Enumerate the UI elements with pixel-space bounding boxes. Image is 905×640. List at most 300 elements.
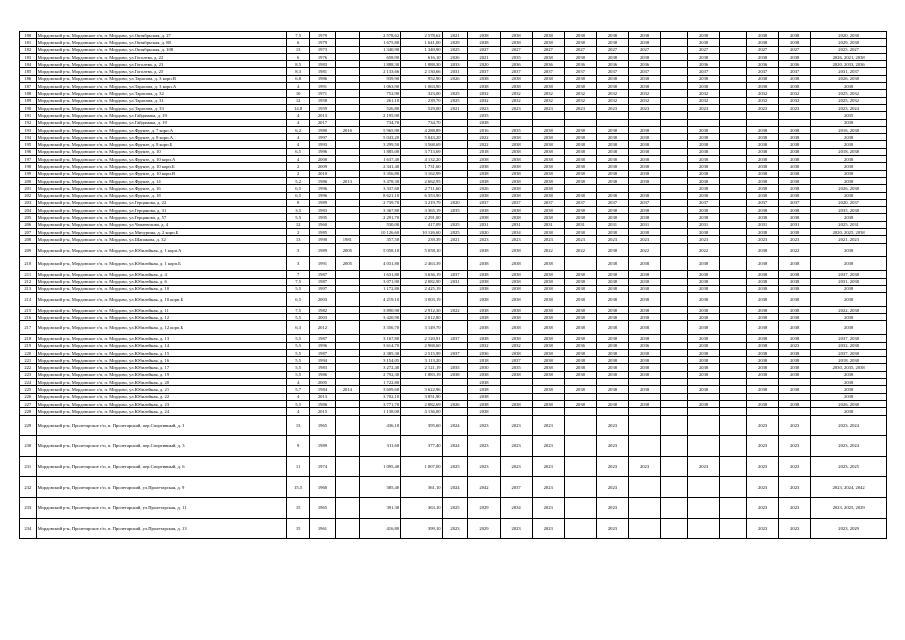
table-cell: 2022	[532, 243, 564, 257]
table-cell	[335, 229, 359, 236]
table-cell: 2023	[500, 518, 532, 539]
table-cell: 2026	[442, 400, 468, 407]
table-cell: 3 272,40	[359, 364, 400, 371]
table-cell: 2038	[500, 207, 532, 214]
table-cell: 2 425,19	[401, 285, 442, 292]
table-cell	[661, 386, 688, 393]
table-row	[20, 243, 887, 257]
table-cell: 2038	[688, 400, 720, 407]
table-cell: 1 340,90	[359, 46, 400, 53]
table-cell	[564, 518, 596, 539]
table-cell	[629, 393, 661, 400]
table-cell	[335, 456, 359, 477]
table-cell: Мордовский р-н, Мордовское г/п, п. Мордово, ул.Гоголева, д. 25	[36, 68, 287, 75]
table-cell	[629, 415, 661, 436]
table-cell	[629, 497, 661, 518]
table-cell	[564, 456, 596, 477]
table-cell	[596, 185, 628, 192]
table-cell: 2038	[811, 141, 887, 148]
table-cell: 3 299,50	[359, 141, 400, 148]
table-cell: 2023	[779, 436, 811, 457]
table-cell: 2038	[688, 177, 720, 184]
table-cell: 2038	[564, 364, 596, 371]
table-cell: 2038	[688, 229, 720, 236]
table-cell	[720, 229, 747, 236]
table-cell: 210	[20, 257, 37, 271]
table-cell: 2035	[811, 112, 887, 119]
table-cell: 225	[20, 386, 37, 393]
table-cell	[442, 126, 468, 133]
table-cell: 226	[20, 393, 37, 400]
table-cell: Мордовский р-н, Мордовское г/п, п. Мордово, ул.Юбилейная, д. 11	[36, 306, 287, 313]
table-cell: 2038	[564, 177, 596, 184]
table-cell: 2018	[468, 148, 500, 155]
table-cell: 2013	[310, 393, 336, 400]
table-cell: 311,60	[359, 436, 400, 457]
table-cell: 2013	[335, 177, 359, 184]
table-cell	[335, 148, 359, 155]
table-cell: 3 614,70	[359, 342, 400, 349]
table-cell: 2029	[442, 39, 468, 46]
table-cell: 2038	[532, 271, 564, 278]
table-cell: 185	[20, 68, 37, 75]
table-cell: 2037	[468, 199, 500, 206]
table-cell: 2038	[688, 335, 720, 342]
table-cell: 1987	[310, 271, 336, 278]
table-cell: 2003	[310, 314, 336, 321]
table-cell: 2031	[442, 68, 468, 75]
table-cell	[335, 342, 359, 349]
table-cell: 2038	[779, 229, 811, 236]
table-cell: 190	[20, 104, 37, 111]
table-cell: 1 888,30	[359, 61, 400, 68]
table-cell: 3 702,10	[359, 393, 400, 400]
table-cell: 2038	[532, 148, 564, 155]
table-cell	[661, 306, 688, 313]
table-cell: 189	[20, 97, 37, 104]
table-cell: 261,10	[359, 97, 400, 104]
table-cell: 2026	[442, 75, 468, 82]
table-cell: 2038	[811, 257, 887, 271]
table-cell: 2038	[468, 400, 500, 407]
table-cell: 2023	[747, 518, 779, 539]
table-cell: 2018, 2038	[811, 357, 887, 364]
table-cell	[779, 393, 811, 400]
table-cell: 2038	[564, 293, 596, 307]
table-cell: 2038	[468, 386, 500, 393]
table-cell: 2038	[596, 243, 628, 257]
table-cell	[500, 393, 532, 400]
table-cell: 2038	[564, 285, 596, 292]
table-cell: 2032	[747, 90, 779, 97]
table-cell: 2023	[747, 456, 779, 477]
table-cell: 2038	[811, 371, 887, 378]
table-row	[20, 75, 887, 82]
table-cell	[720, 497, 747, 518]
table-cell: 2020, 2038	[811, 32, 887, 39]
table-cell: 2038	[532, 342, 564, 349]
table-cell	[335, 53, 359, 60]
table-cell: 2038	[596, 349, 628, 356]
table-cell: 2038	[596, 314, 628, 321]
table-cell	[335, 293, 359, 307]
table-cell: 2038	[688, 342, 720, 349]
table-cell: 2005	[310, 379, 336, 386]
table-cell: 187	[20, 83, 37, 90]
table-cell: 2020	[468, 229, 500, 236]
table-cell: Мордовский р-н, Мордовское г/п, п. Мордово, ул.Юбилейная, д. 12	[36, 314, 287, 321]
table-cell	[564, 477, 596, 498]
table-cell	[500, 119, 532, 126]
table-cell: 2038	[564, 214, 596, 221]
table-cell: 2038	[779, 293, 811, 307]
table-cell: 2038	[500, 192, 532, 199]
table-cell	[661, 126, 688, 133]
table-cell	[442, 214, 468, 221]
table-cell: 2038	[500, 271, 532, 278]
table-cell: 2024	[442, 436, 468, 457]
table-cell: 2038	[596, 371, 628, 378]
table-cell: 2038	[811, 293, 887, 307]
table-cell: 2025, 2027	[811, 46, 887, 53]
table-row	[20, 456, 887, 477]
table-cell: 1990	[310, 236, 336, 243]
table-cell: 186	[20, 75, 37, 82]
table-cell: 2038	[468, 379, 500, 386]
table-cell: 2023	[629, 236, 661, 243]
table-cell: 1989	[310, 199, 336, 206]
table-cell: 2025	[442, 97, 468, 104]
table-cell: 2038	[811, 163, 887, 170]
table-cell: 2038	[468, 207, 500, 214]
table-row	[20, 170, 887, 177]
table-row	[20, 386, 887, 393]
table-cell: 2038	[468, 214, 500, 221]
table-cell: 1 731,60	[401, 163, 442, 170]
table-cell: 3 162,99	[401, 170, 442, 177]
table-cell: 2036	[532, 61, 564, 68]
table-cell: 1965	[310, 415, 336, 436]
table-cell: 2038	[747, 39, 779, 46]
table-cell: 3 071,90	[359, 278, 400, 285]
table-cell: 180	[20, 32, 37, 39]
table-cell: 2037	[500, 477, 532, 498]
table-row	[20, 306, 887, 313]
table-cell: 6,5	[287, 148, 310, 155]
table-cell: 2 912,30	[401, 306, 442, 313]
table-cell: 2038	[532, 314, 564, 321]
table-cell: 13	[287, 46, 310, 53]
table-cell: 9	[287, 436, 310, 457]
table-cell: 2027	[564, 46, 596, 53]
table-cell: 2023	[596, 518, 628, 539]
table-cell	[661, 53, 688, 60]
table-cell: 2038	[564, 400, 596, 407]
table-cell: 2032	[468, 342, 500, 349]
table-cell: 2038	[596, 170, 628, 177]
table-cell: 2 515,99	[401, 349, 442, 356]
table-cell: 2038	[564, 170, 596, 177]
table-cell: 2038	[596, 32, 628, 39]
table-cell: 2038	[779, 306, 811, 313]
table-cell	[779, 119, 811, 126]
table-cell	[564, 497, 596, 518]
table-cell: 2038	[468, 257, 500, 271]
table-cell	[688, 379, 720, 386]
table-cell: 2037, 2038	[811, 335, 887, 342]
table-cell: 2037	[532, 199, 564, 206]
table-cell: Мордовский р-н, Мордовское г/п, п. Мордово, ул.Октябрьская, д. 108	[36, 46, 287, 53]
table-cell: 2035	[500, 53, 532, 60]
table-cell: Мордовский р-н, Мордовское г/п, п. Мордово, ул.Тарасова, д. 3 корп.В	[36, 75, 287, 82]
table-cell: 2023	[596, 415, 628, 436]
table-cell: 7,5	[287, 278, 310, 285]
table-cell: 2038	[564, 207, 596, 214]
table-cell: 2038	[596, 192, 628, 199]
table-cell: 1960	[310, 477, 336, 498]
table-cell: 2038	[629, 156, 661, 163]
table-cell: 526,80	[359, 104, 400, 111]
table-cell	[532, 112, 564, 119]
table-cell	[661, 293, 688, 307]
table-cell: 1995	[310, 214, 336, 221]
table-cell: 213	[20, 285, 37, 292]
table-cell: 2038	[596, 141, 628, 148]
table-cell: 2023	[468, 415, 500, 436]
table-cell: 219	[20, 342, 37, 349]
table-cell: 2042	[468, 477, 500, 498]
table-row	[20, 148, 887, 155]
table-cell: 2038	[811, 386, 887, 393]
table-cell: Мордовский р-н, Мордовское г/п, п. Мордово, ул.Фрунзе, д. 10	[36, 148, 287, 155]
table-cell: 2038	[564, 126, 596, 133]
table-cell	[661, 415, 688, 436]
table-cell: 2023	[500, 415, 532, 436]
table-cell: 2038	[468, 285, 500, 292]
table-cell	[720, 185, 747, 192]
table-cell	[629, 436, 661, 457]
table-cell: 2038	[747, 285, 779, 292]
table-cell	[335, 357, 359, 364]
table-cell: 2014	[335, 386, 359, 393]
table-cell: 3 365,19	[401, 207, 442, 214]
table-cell: 2037	[442, 335, 468, 342]
table-cell: 2023	[564, 104, 596, 111]
table-cell: 2038	[532, 39, 564, 46]
table-cell	[335, 134, 359, 141]
table-cell: 2038	[500, 285, 532, 292]
table-cell: 2023	[500, 436, 532, 457]
table-cell: 2037	[747, 199, 779, 206]
table-cell	[335, 75, 359, 82]
table-cell: 2 662,95	[401, 177, 442, 184]
table-cell: 2038	[747, 177, 779, 184]
table-cell: 2038	[688, 53, 720, 60]
table-cell: 2038	[500, 214, 532, 221]
table-cell: 2012	[310, 321, 336, 335]
table-cell: 218	[20, 335, 37, 342]
table-cell: 4 288,89	[401, 126, 442, 133]
table-cell	[661, 379, 688, 386]
table-cell: 2023	[500, 236, 532, 243]
table-cell: 2038	[688, 371, 720, 378]
table-cell: 2038	[629, 134, 661, 141]
table-cell: 1 888,30	[401, 61, 442, 68]
table-cell: 3 003,19	[401, 293, 442, 307]
table-cell	[532, 119, 564, 126]
table-cell: 2035	[442, 364, 468, 371]
table-cell: 2023	[688, 104, 720, 111]
table-cell	[720, 141, 747, 148]
table-cell	[720, 61, 747, 68]
table-cell: 2038	[629, 163, 661, 170]
table-cell: 2038	[629, 170, 661, 177]
table-cell: 2038	[468, 393, 500, 400]
table-cell: Мордовский р-н, Мордовское г/п, п. Мордово, ул.Юбилейная, д. 10	[36, 285, 287, 292]
table-cell: 2038	[779, 32, 811, 39]
table-cell: 2032	[747, 97, 779, 104]
table-cell	[661, 229, 688, 236]
table-cell: 2034	[500, 229, 532, 236]
table-cell	[720, 221, 747, 228]
table-cell: 2 291,00	[401, 214, 442, 221]
table-cell: 2038	[747, 192, 779, 199]
table-cell: Мордовский р-н, Мордовское г/п, п. Мордово, ул.Фрунзе, д. 16	[36, 185, 287, 192]
table-cell: 2036	[629, 61, 661, 68]
table-cell: 2032	[468, 97, 500, 104]
table-cell: Мордовский р-н, Мордовское г/п, п. Мордово, ул.Юбилейная, д. 19	[36, 371, 287, 378]
table-cell: Мордовский р-н, Мордовское г/п, п. Мордово, ул.Фрунзе, д. 10 корп.А	[36, 156, 287, 163]
table-cell	[661, 456, 688, 477]
table-cell: 2025, 2032	[811, 90, 887, 97]
table-cell: 3 167,80	[359, 335, 400, 342]
table-cell: 2038	[747, 349, 779, 356]
table-cell: 2013	[310, 112, 336, 119]
table-cell: 2023	[779, 497, 811, 518]
table-cell: 3 367,80	[359, 207, 400, 214]
table-cell: 2038	[747, 229, 779, 236]
table-cell	[596, 379, 628, 386]
table-cell: 2 120,91	[401, 335, 442, 342]
table-cell	[720, 379, 747, 386]
table-cell: Мордовский р-н, Мордовское г/п, п. Мордово, ул.Фрунзе, д. 7 корп.А	[36, 126, 287, 133]
table-cell: 2038	[596, 39, 628, 46]
table-cell: 2021	[442, 32, 468, 39]
table-cell	[661, 257, 688, 271]
table-cell: 1 063,90	[401, 83, 442, 90]
table-cell: 2038	[564, 371, 596, 378]
table-cell: 2038	[747, 214, 779, 221]
table-cell: 2038	[779, 192, 811, 199]
table-cell: Мордовский р-н, Мордовское г/п, п. Мордово, ул.Юбилейная, д. 24	[36, 408, 287, 415]
table-cell: 1979	[310, 39, 336, 46]
table-cell: 2038	[629, 214, 661, 221]
table-row	[20, 271, 887, 278]
table-cell: 2038	[779, 364, 811, 371]
table-row	[20, 177, 887, 184]
table-cell	[629, 408, 661, 415]
table-cell: 5 058,10	[359, 243, 400, 257]
table-cell: 2038	[747, 357, 779, 364]
table-cell: 1982	[310, 306, 336, 313]
table-cell: 2035	[442, 207, 468, 214]
table-cell: 2038	[779, 148, 811, 155]
table-cell: 2023	[532, 456, 564, 477]
table-cell: 2029	[468, 518, 500, 539]
table-cell: 2038	[629, 306, 661, 313]
table-cell	[661, 477, 688, 498]
table-cell: 2023	[779, 236, 811, 243]
table-cell: 3 771,70	[359, 400, 400, 407]
table-cell: 658,90	[359, 53, 400, 60]
table-cell: 1994	[310, 357, 336, 364]
table-cell: 2023	[779, 456, 811, 477]
table-cell: 2038	[532, 229, 564, 236]
table-cell: 2038	[811, 192, 887, 199]
table-cell: 2023	[564, 236, 596, 243]
table-cell	[335, 371, 359, 378]
table-cell	[688, 408, 720, 415]
table-cell	[661, 285, 688, 292]
table-cell	[596, 112, 628, 119]
table-cell: 385,40	[359, 477, 400, 498]
table-cell	[661, 83, 688, 90]
table-cell: 2038	[688, 306, 720, 313]
table-cell: 5,5	[287, 335, 310, 342]
table-cell: 191	[20, 112, 37, 119]
table-cell	[720, 349, 747, 356]
table-cell: 2	[287, 229, 310, 236]
table-cell: Мордовский р-н, Мордовское г/п, п. Мордово, ул.Юбилейная, д. 23	[36, 400, 287, 407]
table-cell	[564, 185, 596, 192]
table-cell: 2037	[468, 68, 500, 75]
table-cell	[720, 271, 747, 278]
table-cell: 6,5	[287, 192, 310, 199]
table-cell	[661, 349, 688, 356]
table-cell: 2038	[629, 293, 661, 307]
table-cell: 2023	[747, 104, 779, 111]
table-cell	[688, 415, 720, 436]
table-cell	[661, 112, 688, 119]
table-row	[20, 393, 887, 400]
table-cell: 2038	[468, 408, 500, 415]
table-cell: 2 578,62	[359, 32, 400, 39]
table-cell	[720, 477, 747, 498]
table-cell: Мордовский р-н, Мордовское г/п, п. Мордово, ул.Юбилейная, д. 14	[36, 342, 287, 349]
table-cell: Мордовский р-н, Мордовское г/п, п. Мордово, ул.Октябрьская, д. 88	[36, 39, 287, 46]
table-cell: 2038	[688, 314, 720, 321]
table-cell: 2038	[747, 156, 779, 163]
table-cell	[747, 379, 779, 386]
table-cell	[779, 112, 811, 119]
table-cell: 1983	[310, 207, 336, 214]
table-cell: 1991	[310, 257, 336, 271]
table-cell	[661, 207, 688, 214]
table-cell: 2038	[500, 243, 532, 257]
table-cell: 3	[287, 243, 310, 257]
table-cell: 2038	[564, 314, 596, 321]
table-cell: 10	[287, 90, 310, 97]
table-cell	[661, 156, 688, 163]
table-cell: 4 031,80	[359, 257, 400, 271]
table-cell: 215	[20, 306, 37, 313]
table-cell: 5,5	[287, 357, 310, 364]
table-cell	[720, 68, 747, 75]
table-cell: 2023	[532, 436, 564, 457]
table-cell: 530,00	[359, 221, 400, 228]
table-cell: 195	[20, 141, 37, 148]
table-cell	[747, 119, 779, 126]
